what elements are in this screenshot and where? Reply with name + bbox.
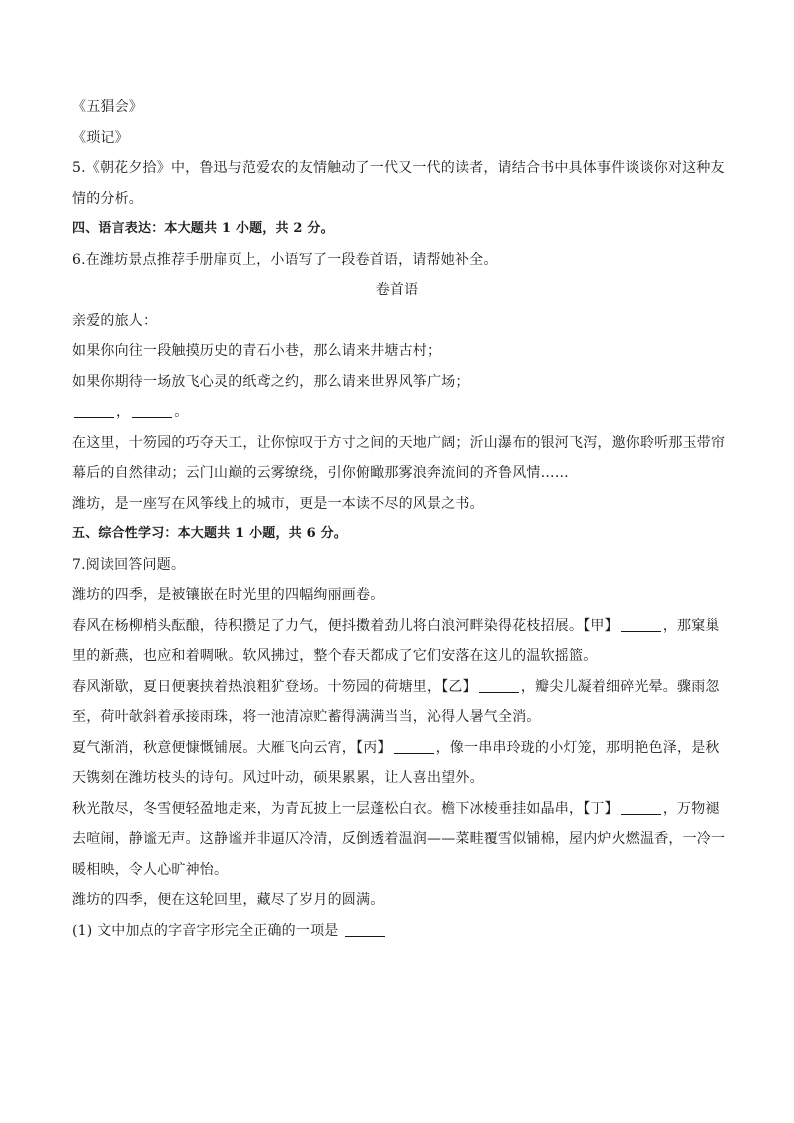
text-segment: ，万物褪	[662, 800, 720, 817]
text-line	[72, 763, 722, 794]
text-line	[72, 367, 722, 398]
text-segment: 7.阅读回答问题。	[72, 556, 186, 573]
text-line	[72, 702, 722, 733]
text-segment: 幕后的自然律动；云门山巅的云雾缭绕，引你俯瞰那雾浪奔流间的齐鲁风情……	[72, 465, 569, 481]
text-line	[72, 428, 726, 459]
text-line	[72, 489, 722, 520]
text-line	[72, 550, 722, 581]
text-segment: ，像一串串玲珑的小灯笼，那明艳色泽，是秋	[435, 739, 720, 756]
text-line	[72, 153, 725, 184]
text-line	[72, 92, 722, 123]
answer-blank	[132, 403, 172, 418]
text-segment: 6.在潍坊景点推荐手册扉页上，小语写了一段卷首语，请帮她补全。	[72, 251, 498, 268]
text-segment: 春风渐歇，夏日便裹挟着热浪粗犷登场。十笏园的荷塘里，【乙】	[72, 678, 477, 695]
text-line	[72, 458, 722, 489]
text-segment: 潍坊的四季，是被镶嵌在时光里的四幅绚丽画卷。	[72, 587, 385, 603]
text-segment: ，	[116, 404, 131, 420]
text-line	[72, 245, 722, 276]
text-segment: 情的分析。	[72, 190, 143, 207]
text-segment: 至，荷叶欹斜着承接雨珠，将一池清凉贮蓄得满满当当，沁得人暑气全消。	[72, 709, 541, 725]
section-heading	[72, 214, 722, 245]
text-line	[72, 733, 722, 764]
text-segment: 5.《朝花夕拾》中，鲁迅与范爱农的友情触动了一代又一代的读者，请结合书中具体事件谈谈你对这种友	[72, 160, 725, 176]
answer-blank	[479, 678, 519, 693]
text-line	[72, 855, 722, 886]
text-segment: 去喧闹，静谧无声。这静谧并非逼仄冷清，反倒透着温润——菜畦覆雪似铺棉，屋内炉火燃温香，一冷一	[72, 831, 726, 847]
text-segment: ，那窠巢	[662, 617, 720, 634]
text-line	[72, 123, 722, 154]
text-segment: 天镌刻在潍坊枝头的诗句。风过叶动，硕果累累，让人喜出望外。	[72, 770, 484, 786]
text-line	[72, 672, 722, 703]
text-line	[72, 580, 722, 611]
text-segment: 潍坊，是一座写在风筝线上的城市，更是一本读不尽的风景之书。	[72, 495, 484, 512]
text-line	[72, 885, 722, 916]
text-segment: 《琐记》	[72, 129, 129, 146]
text-segment: 暖相映，令人心旷神怡。	[72, 861, 229, 878]
text-segment: 。	[174, 404, 189, 420]
text-line	[72, 336, 722, 367]
answer-blank	[621, 800, 661, 815]
text-segment: 春风在杨柳梢头酝酿，待积攒足了力气，便抖擞着劲儿将白浪河畔染得花枝招展。【甲】	[72, 617, 619, 634]
text-segment: 五、综合性学习：本大题共 1 小题，共 6 分。	[72, 526, 347, 541]
text-line	[72, 824, 726, 855]
text-segment: 如果你期待一场放飞心灵的纸鸢之约，那么请来世界风筝广场；	[72, 373, 470, 390]
text-line	[72, 611, 722, 642]
text-segment: 里的新燕，也应和着啁啾。软风拂过，整个春天都成了它们安落在这儿的温软摇篮。	[72, 648, 598, 664]
text-segment: 卷首语	[375, 282, 419, 298]
answer-blank	[394, 739, 434, 754]
text-segment: 亲爱的旅人：	[72, 312, 158, 329]
text-segment: 夏气渐消，秋意便慷慨铺展。大雁飞向云宵，【丙】	[72, 739, 392, 756]
text-segment: 在这里，十笏园的巧夺天工，让你惊叹于方寸之间的天地广阔；沂山瀑布的银河飞泻，邀你聆听那玉带帘	[72, 434, 726, 451]
answer-blank	[345, 922, 385, 937]
text-line	[72, 641, 722, 672]
text-segment: 四、语言表达：本大题共 1 小题，共 2 分。	[72, 221, 334, 236]
text-segment: 《五猖会》	[72, 99, 143, 115]
text-line	[72, 397, 722, 428]
text-line	[72, 794, 722, 825]
text-segment: (1) 文中加点的字音字形完全正确的一项是	[72, 922, 344, 939]
section-heading	[72, 519, 722, 550]
text-segment: 秋光散尽，冬雪便轻盈地走来，为青瓦披上一层蓬松白衣。檐下冰棱垂挂如晶串，【丁】	[72, 800, 619, 817]
answer-blank	[621, 617, 661, 632]
inset-title	[72, 275, 722, 306]
text-segment: 潍坊的四季，便在这轮回里，藏尽了岁月的圆满。	[72, 892, 385, 908]
text-line	[72, 184, 722, 215]
text-line	[72, 306, 722, 337]
document-page	[72, 92, 726, 946]
answer-blank	[74, 403, 114, 418]
text-segment: ，瓣尖儿凝着细碎光晕。骤雨忽	[520, 678, 720, 695]
text-segment: 如果你向往一段触摸历史的青石小巷，那么请来井塘古村；	[72, 343, 442, 359]
text-line	[72, 916, 722, 947]
